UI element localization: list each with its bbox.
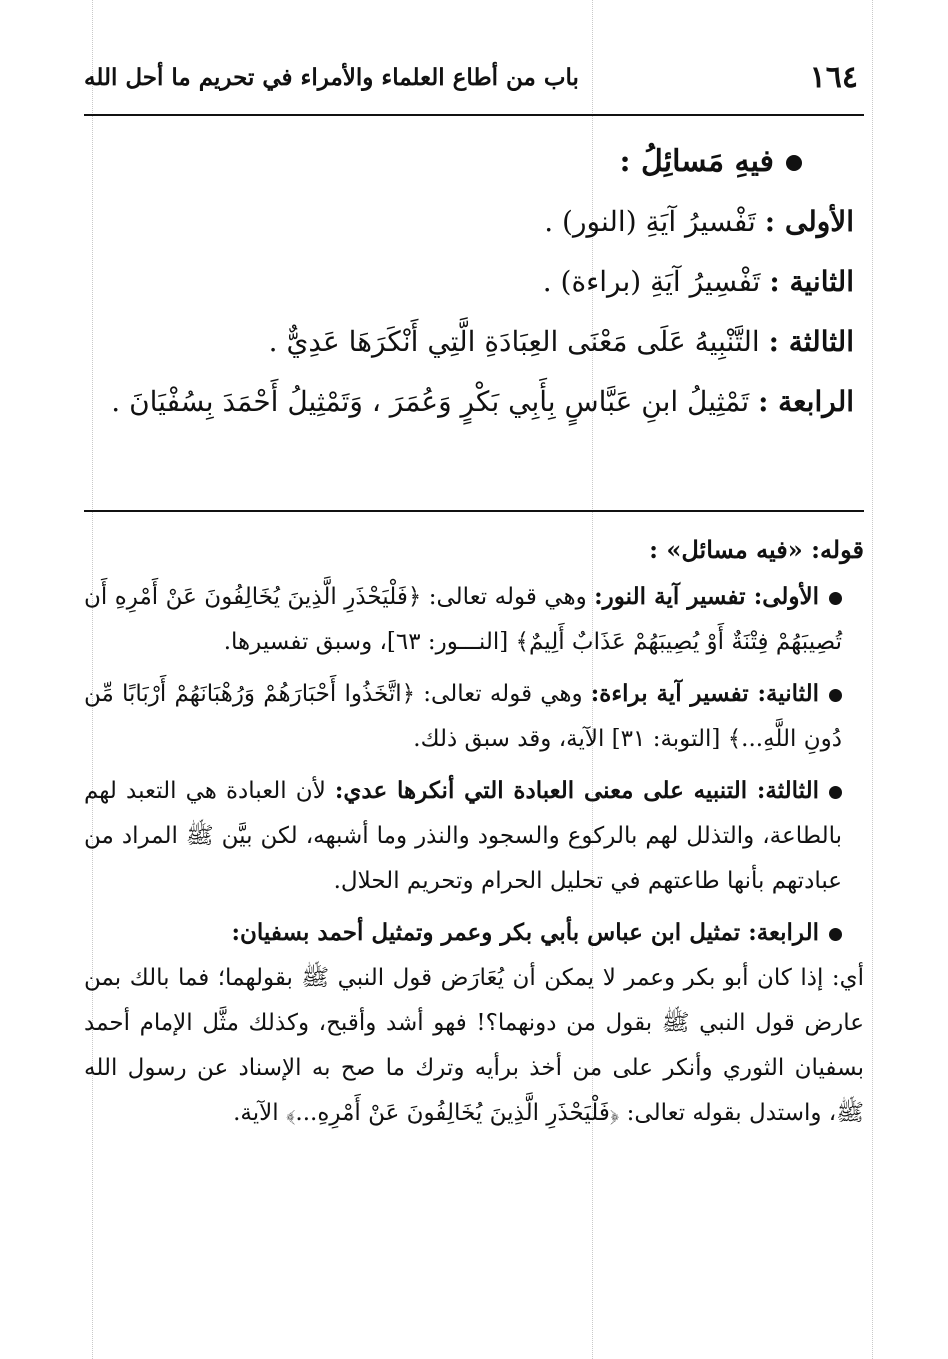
- paragraph-text: الآية.: [233, 1100, 286, 1126]
- matn-heading-text: فيهِ مَسائِلُ :: [619, 144, 774, 179]
- paragraph-text: أي: إذا كان أبو بكر وعمر لا يمكن أن يُعَارَض قول النبي ﷺ بقولهما؛ فما بالك بمن عارض قول النبي ﷺ بقول من دونهما؟! فهو أشد وأقبح، وكذلك مثَّل الإمام أحمد بسفيان الثوري وأنكر على من أخذ برأيه وترك ما صح به الإسناد عن رسول الله ﷺ، واستدل بقوله تعالى:: [84, 965, 864, 1126]
- matn-item-label: الثالثة :: [768, 325, 854, 358]
- bullet-icon: [829, 592, 842, 605]
- commentary-paragraph: [84, 671, 864, 762]
- page-number: ١٦٤: [809, 59, 858, 95]
- main-text: [84, 138, 864, 432]
- matn-item-text: تَمْثِيلُ ابنِ عَبَّاسٍ بِأَبِي بَكْرٍ وَعُمَرَ ، وَتَمْثِيلُ أَحْمَدَ بِسُفْيَانَ .: [111, 385, 750, 418]
- commentary-heading: قوله: «فيه مسائل» :: [649, 535, 864, 564]
- commentary-paragraph: [84, 768, 864, 904]
- paragraph-text: وهي قوله تعالى:: [421, 584, 595, 610]
- matn-item: [84, 192, 864, 252]
- bullet-icon: [829, 689, 842, 702]
- paragraph-head: الثانية: تفسير آية براءة:: [590, 680, 819, 707]
- matn-item: [84, 252, 864, 312]
- matn-item: [84, 372, 864, 432]
- quran-verse: ﴿فَلْيَحْذَرِ الَّذِينَ يُخَالِفُونَ عَنْ أَمْرِهِ...﴾: [285, 1100, 620, 1126]
- bullet-icon: [786, 155, 802, 171]
- matn-item-text: تَفْسيرُ آيَةِ (النور) .: [544, 205, 756, 238]
- bullet-icon: [829, 928, 842, 941]
- section-divider: [84, 510, 864, 512]
- matn-item-label: الثانية :: [769, 265, 854, 298]
- page-header: [84, 48, 864, 116]
- matn-item: [84, 312, 864, 372]
- paragraph-text: وهي قوله تعالى:: [415, 681, 591, 707]
- commentary-paragraph: [84, 910, 864, 956]
- matn-heading: [84, 138, 864, 186]
- quran-verse: ﴿اتَّخَذُوا أَحْبَارَهُمْ وَرُهْبَانَهُمْ أَرْبَابًا مِّن دُونِ اللَّهِ...﴾: [84, 681, 842, 752]
- paragraph-head: الأولى: تفسير آية النور:: [594, 583, 819, 610]
- paragraph-text: [النـــور: ٦٣]، وسبق تفسيرها.: [223, 629, 516, 655]
- bullet-icon: [829, 786, 842, 799]
- scan-artifact-line: [872, 0, 873, 1359]
- paragraph-head: الثالثة: التنبيه على معنى العبادة التي أنكرها عدي:: [334, 777, 819, 804]
- matn-item-text: تَفْسِيرُ آيَةِ (براءة) .: [542, 265, 761, 298]
- commentary-paragraph: [84, 574, 864, 665]
- paragraph-text: [التوبة: ٣١] الآية، وقد سبق ذلك.: [413, 726, 728, 752]
- quran-verse: ﴿فَلْيَحْذَرِ الَّذِينَ يُخَالِفُونَ عَنْ أَمْرِهِ أَن تُصِيبَهُمْ فِتْنَةٌ أَوْ يُصِيبَهُمْ عَذَابٌ أَلِيمٌ﴾: [84, 584, 842, 655]
- commentary-paragraph: [84, 956, 864, 1136]
- matn-item-text: التَّنْبِيهُ عَلَى مَعْنَى العِبَادَةِ الَّتِي أَنْكَرَهَا عَدِيٌّ .: [268, 325, 760, 358]
- running-title: باب من أطاع العلماء والأمراء في تحريم ما أحل الله: [84, 63, 579, 91]
- paragraph-text: لأن العبادة هي التعبد لهم بالطاعة، والتذلل لهم بالركوع والسجود والنذر وما أشبهه، لكن بيَّن ﷺ المراد من عبادتهم بأنها طاعتهم في تحليل الحرام وتحريم الحلال.: [84, 778, 842, 894]
- matn-item-label: الأولى :: [764, 205, 854, 238]
- matn-item-label: الرابعة :: [758, 385, 854, 418]
- paragraph-head: الرابعة: تمثيل ابن عباس بأبي بكر وعمر وتمثيل أحمد بسفيان:: [231, 919, 819, 946]
- commentary: [84, 528, 864, 1142]
